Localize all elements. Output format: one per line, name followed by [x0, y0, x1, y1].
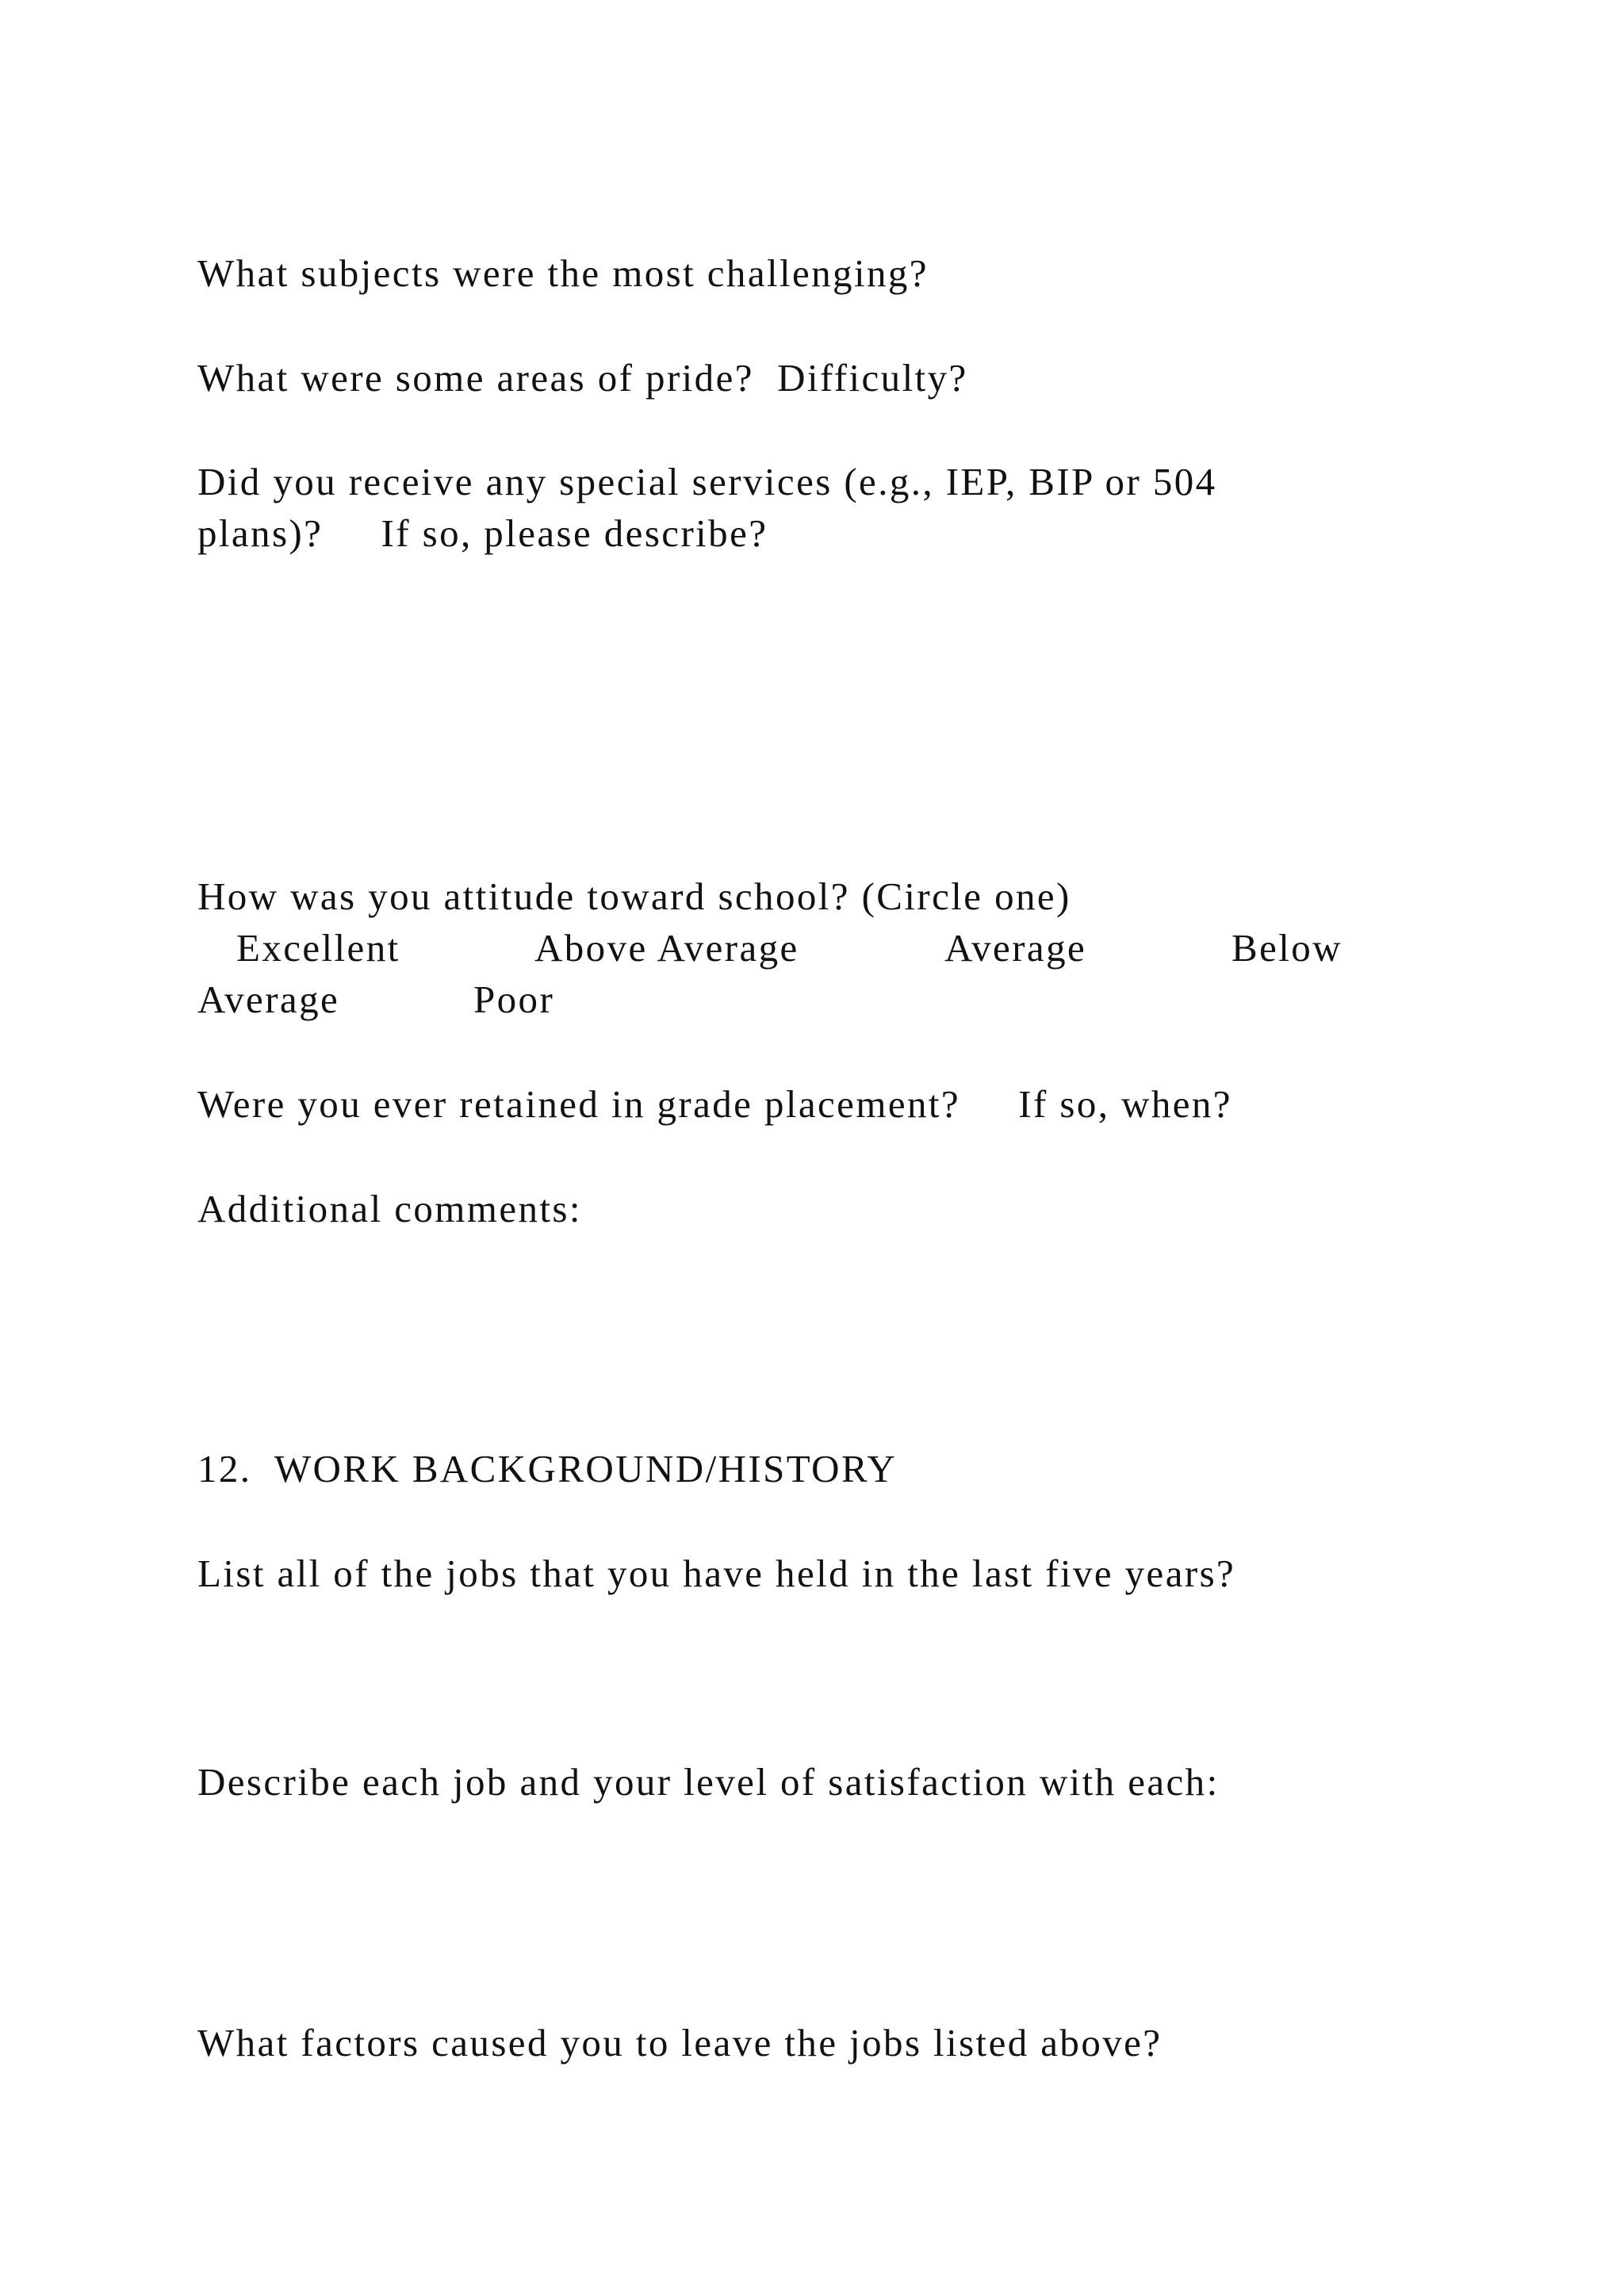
option-below-average-part1[interactable]: Below [1231, 926, 1342, 970]
option-above-average[interactable]: Above Average [534, 926, 799, 970]
question-leaving-factors: What factors caused you to leave the jobs listed above? [197, 2021, 1162, 2064]
option-average[interactable]: Average [944, 926, 1087, 970]
option-poor[interactable]: Poor [473, 978, 555, 1021]
question-special-services-line1: Did you receive any special services (e.g., IEP, BIP or 504 [197, 460, 1217, 503]
question-challenging-subjects: What subjects were the most challenging? [197, 251, 929, 295]
option-excellent[interactable]: Excellent [236, 926, 400, 970]
question-jobs-last-five-years: List all of the jobs that you have held in the last five years? [197, 1552, 1236, 1595]
section-12-heading: 12. WORK BACKGROUND/HISTORY [197, 1447, 898, 1490]
option-below-average-part2[interactable]: Average [197, 978, 340, 1021]
question-grade-retention: Were you ever retained in grade placement? If so, when? [197, 1082, 1232, 1126]
question-areas-of-pride: What were some areas of pride? Difficulty? [197, 356, 968, 400]
question-describe-jobs: Describe each job and your level of satisfaction with each: [197, 1760, 1220, 1804]
question-special-services-line2: plans)? If so, please describe? [197, 511, 768, 555]
question-attitude-toward-school: How was you attitude toward school? (Circle one) [197, 874, 1071, 918]
additional-comments-label: Additional comments: [197, 1187, 582, 1230]
